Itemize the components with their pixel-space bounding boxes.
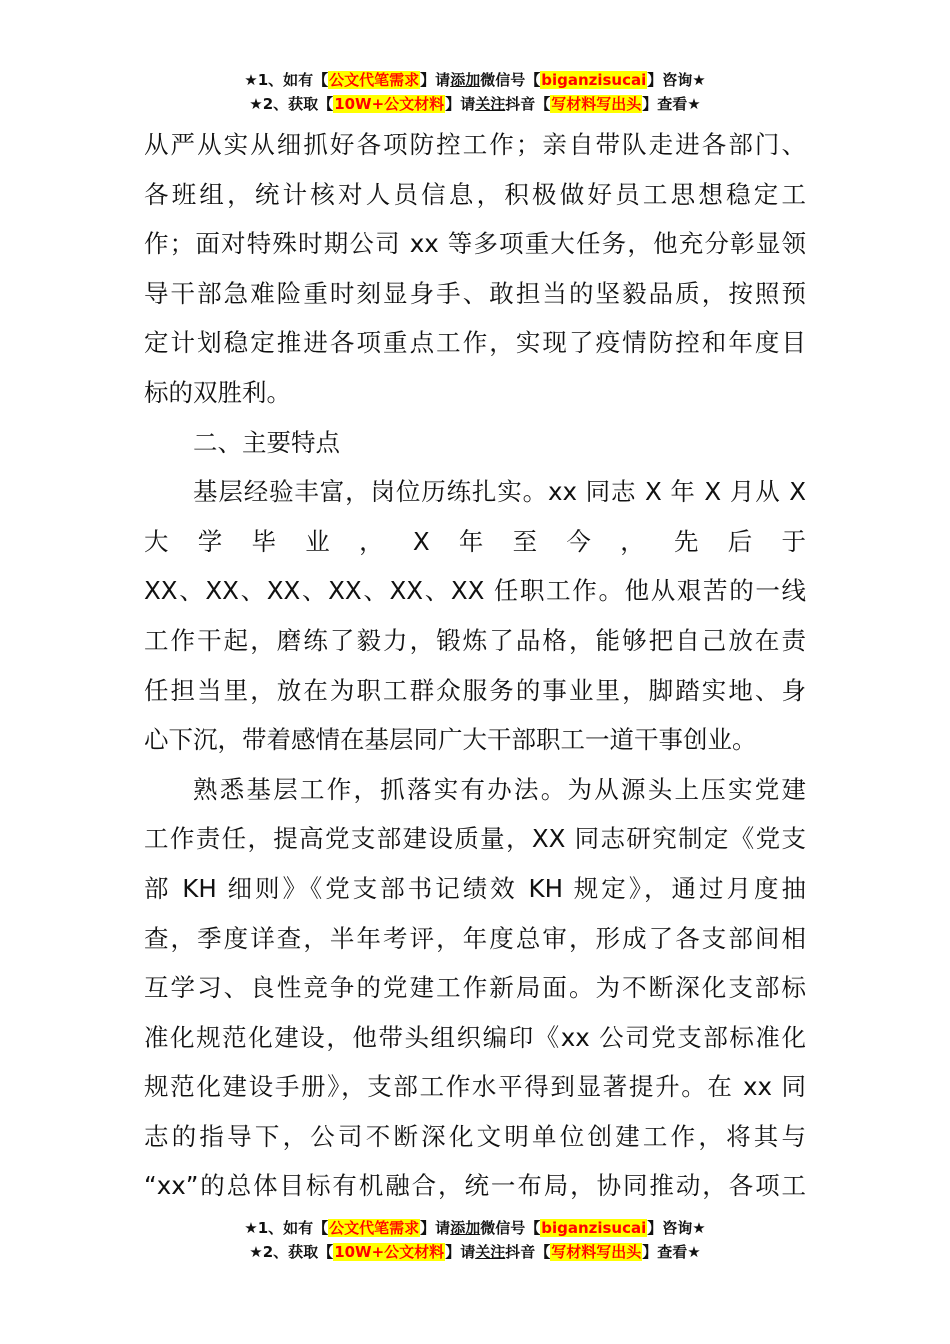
banner-text: ★1、如有【: [244, 1219, 329, 1237]
body-line: 基层经验丰富，岗位历练扎实。xx 同志 X 年 X 月从 X: [193, 477, 806, 507]
banner-text: 抖音【: [505, 95, 551, 113]
spread-char: 业: [305, 526, 330, 556]
banner-underline-text: 关注: [475, 1243, 506, 1261]
spread-char: 学: [197, 526, 223, 556]
spread-char: 今: [566, 526, 591, 556]
header-banner: [0, 68, 950, 116]
body-line: 部 KH 细则》《党支部书记绩效 KH 规定》，通过月度抽: [144, 873, 806, 903]
body-line: 作；面对特殊时期公司 xx 等多项重大任务，他充分彰显领: [144, 229, 806, 259]
body-line: 准化规范化建设，他带头组织编印《xx 公司党支部标准化: [144, 1022, 806, 1052]
banner-text: 】请: [445, 1243, 476, 1261]
spread-char: 至: [512, 526, 538, 556]
highlight-materials: 10W+公文材料: [334, 1243, 445, 1261]
body-line: 导干部急难险重时刻显身手、敢担当的坚毅品质，按照预: [144, 278, 806, 308]
banner-line-1: [0, 1216, 950, 1240]
banner-underline-text: 添加: [450, 71, 481, 89]
banner-text: 】查看★: [642, 1243, 701, 1261]
spread-char: X: [412, 526, 430, 556]
banner-line-2: [0, 92, 950, 116]
section-heading: 二、主要特点: [193, 427, 340, 457]
banner-text: 】请: [420, 1219, 451, 1237]
highlight-douyin: 写材料写出头: [551, 1243, 642, 1261]
spread-char: ，: [620, 526, 645, 556]
banner-line-2: [0, 1240, 950, 1264]
banner-line-1: [0, 68, 950, 92]
highlight-wechat-id: biganzisucai: [541, 1219, 647, 1237]
spread-char: 先: [673, 526, 699, 556]
body-line-spread: [144, 517, 806, 567]
body-line: 志的指导下，公司不断深化文明单位创建工作，将其与: [144, 1121, 806, 1151]
highlight-wechat-id: biganzisucai: [541, 71, 647, 89]
body-line: 工作干起，磨练了毅力，锻炼了品格，能够把自己放在责: [144, 625, 806, 655]
body-line: XX、XX、XX、XX、XX、XX 任职工作。他从艰苦的一线: [144, 576, 806, 606]
body-line: 规范化建设手册》，支部工作水平得到显著提升。在 xx 同: [144, 1072, 806, 1102]
banner-text: 】咨询★: [647, 71, 706, 89]
spread-char: 后: [727, 526, 753, 556]
banner-text: 微信号【: [480, 1219, 541, 1237]
body-line: 从严从实从细抓好各项防控工作；亲自带队走进各部门、: [144, 130, 806, 159]
banner-text: 】请: [445, 95, 476, 113]
body-line: 任担当里，放在为职工群众服务的事业里，脚踏实地、身: [144, 675, 806, 705]
highlight-douyin: 写材料写出头: [551, 95, 642, 113]
body-line: 熟悉基层工作，抓落实有办法。为从源头上压实党建: [193, 774, 806, 804]
banner-text: 微信号【: [480, 71, 541, 89]
body-line: 查，季度详查，半年考评，年度总审，形成了各支部间相: [144, 923, 806, 953]
highlight-service: 公文代笔需求: [329, 1219, 420, 1237]
banner-text: ★2、获取【: [249, 95, 334, 113]
banner-text: 】咨询★: [647, 1219, 706, 1237]
highlight-service: 公文代笔需求: [329, 71, 420, 89]
spread-char: 于: [781, 526, 806, 556]
spread-char: 年: [458, 526, 484, 556]
banner-underline-text: 关注: [475, 95, 506, 113]
body-line: 标的双胜利。: [144, 377, 291, 407]
body-line: 心下沉，带着感情在基层同广大干部职工一道干事创业。: [144, 725, 757, 755]
banner-text: 】请: [420, 71, 451, 89]
body-line: 互学习、良性竞争的党建工作新局面。为不断深化支部标: [144, 973, 806, 1003]
document-body: [144, 120, 806, 1211]
highlight-materials: 10W+公文材料: [334, 95, 445, 113]
footer-banner: [0, 1216, 950, 1264]
spread-char: 毕: [251, 526, 277, 556]
banner-text: 】查看★: [642, 95, 701, 113]
banner-text: ★1、如有【: [244, 71, 329, 89]
body-line: 工作责任，提高党支部建设质量，XX 同志研究制定《党支: [144, 824, 806, 854]
spread-char: ，: [359, 526, 384, 556]
banner-underline-text: 添加: [450, 1219, 481, 1237]
spread-char: 大: [144, 526, 169, 556]
body-line: “xx”的总体目标有机融合，统一布局，协同推动，各项工: [144, 1171, 806, 1201]
body-line: 定计划稳定推进各项重点工作，实现了疫情防控和年度目: [144, 328, 806, 358]
banner-text: 抖音【: [505, 1243, 551, 1261]
body-line: 各班组，统计核对人员信息，积极做好员工思想稳定工: [144, 179, 806, 209]
banner-text: ★2、获取【: [249, 1243, 334, 1261]
